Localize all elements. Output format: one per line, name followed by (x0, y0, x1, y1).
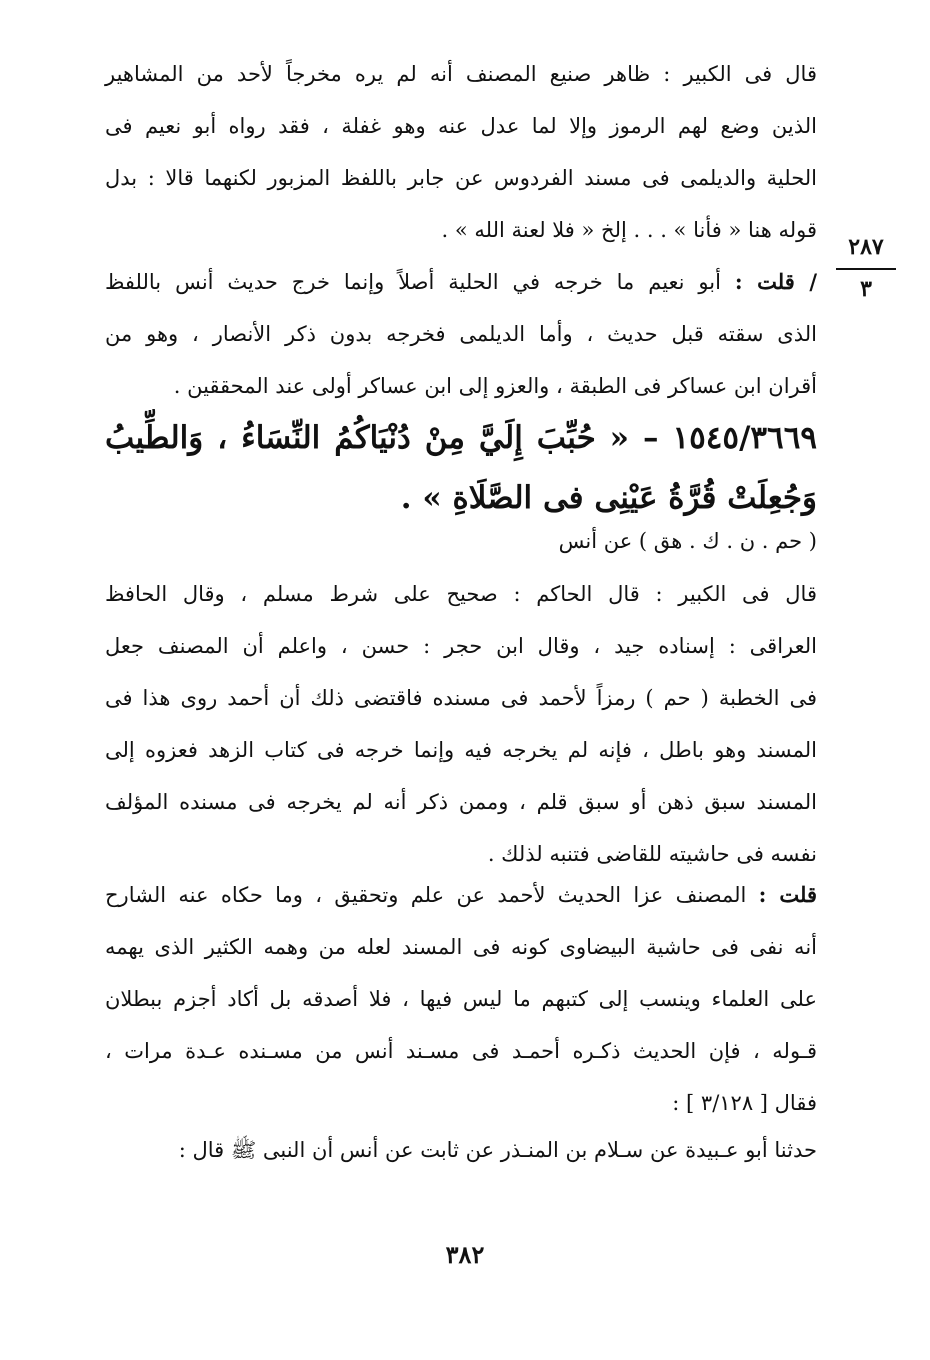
paragraph-isnad (105, 1124, 817, 1176)
hadith-line: ١٥٤٥/٣٦٦٩ – « حُبِّبَ إِلَيَّ مِنْ دُنْيَاكُمُ النِّسَاءُ ، وَالطِّيبُ (105, 420, 817, 456)
margin-reference-divider (836, 268, 896, 270)
paragraph-author-note-1 (105, 256, 817, 412)
text-line-rest: أبو نعيم ما خرجه في الحلية أصلاً وإنما خرج حديث أنس باللفظ (105, 270, 735, 294)
text-line: الحلية والديلمى فى مسند الفردوس عن جابر باللفظ المزبور لكنهما قالا : بدل (105, 166, 817, 190)
hadith-line: وَجُعِلَتْ قُرَّةُ عَيْنِى فى الصَّلَاةِ » . (400, 480, 817, 516)
text-line: فى الخطبة ( حم ) رمزاً لأحمد فى مسنده فاقتضى ذلك أن أحمد روى هذا فى (105, 686, 817, 710)
text-line: العراقى : إسناده جيد ، وقال ابن حجر : حسن ، واعلم أن المصنف جعل (105, 634, 817, 658)
margin-page-reference (836, 228, 896, 304)
text-line: نفسه فى حاشيته للقاضى فتنبه لذلك . (487, 842, 817, 866)
paragraph-author-note-2 (105, 869, 817, 1129)
text-line (105, 256, 817, 308)
text-line: قوله هنا « فأنا » . . . إلخ « فلا لعنة الله » . (441, 218, 817, 242)
text-line: قال فى الكبير : ظاهر صنيع المصنف أنه لم يره مخرجاً لأحد من المشاهير (105, 62, 817, 86)
text-line: حدثنا أبو عـبيدة عن سـلام بن المنـذر عن ثابت عن أنس أن النبى ﷺ قال : (178, 1138, 817, 1162)
page-number: ٣٨٢ (445, 1240, 485, 1269)
text-line: المسند وهو باطل ، فإنه لم يخرجه فيه وإنما خرجه فى كتاب الزهد فعزوه إلى (105, 738, 817, 762)
text-line: فقال [ ٣/١٢٨ ] : (672, 1091, 817, 1115)
text-line-rest: المصنف عزا الحديث لأحمد عن علم وتحقيق ، وما حكاه عنه الشارح (105, 883, 759, 907)
text-line: على العلماء وينسب إلى كتبهم ما ليس فيها ، فلا أصدقه بل أكاد أجزم ببطلان (105, 987, 817, 1011)
paragraph-commentary-1 (105, 48, 817, 256)
margin-reference-top: ٢٨٧ (848, 234, 884, 260)
hadith-text (105, 408, 817, 528)
text-line: أنه نفى فى حاشية البيضاوى كونه فى المسند لعله من وهمه الكثير الذى يهمه (105, 935, 817, 959)
text-line (105, 869, 817, 921)
text-line: أقران ابن عساكر فى الطبقة ، والعزو إلى ابن عساكر أولى عند المحققين . (173, 374, 817, 398)
source-line: ( حم . ن . ك . هق ) عن أنس (558, 529, 817, 553)
text-line: الذين وضع لهم الرموز وإلا لما عدل عنه وهو غفلة ، فقد رواه أبو نعيم فى (105, 114, 817, 138)
text-line: المسند سبق ذهن أو سبق قلم ، وممن ذكر أنه لم يخرجه فى مسنده المؤلف (105, 790, 817, 814)
text-line: قال فى الكبير : قال الحاكم : صحيح على شرط مسلم ، وقال الحافظ (105, 582, 817, 606)
text-line: الذى سقته قبل حديث ، وأما الديلمى فخرجه بدون ذكر الأنصار ، وهو من (105, 322, 817, 346)
qultu-lead: قلت : (758, 882, 817, 907)
qultu-lead: / قلت : (734, 269, 817, 294)
hadith-source (105, 515, 817, 567)
text-line: قـوله ، فإن الحديث ذكـره أحمـد فى مسـند أنس من مسـنده عـدة مرات ، (105, 1039, 817, 1063)
paragraph-commentary-2 (105, 568, 817, 880)
margin-reference-bottom: ٣ (860, 276, 872, 302)
